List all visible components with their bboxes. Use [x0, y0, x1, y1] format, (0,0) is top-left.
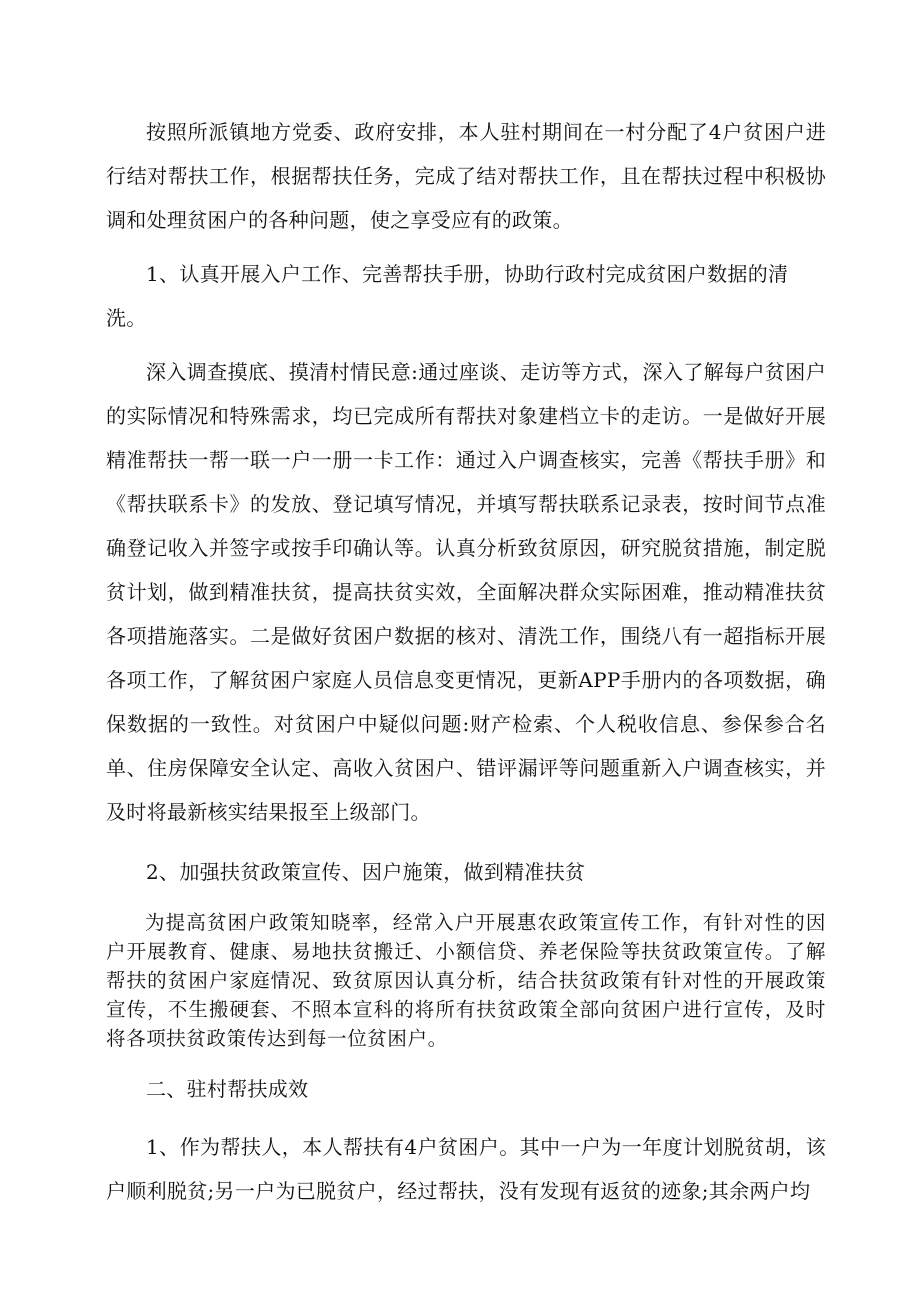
document-page: [106, 110, 826, 1213]
paragraph-intro: 按照所派镇地方党委、政府安排，本人驻村期间在一村分配了4户贫困户进行结对帮扶工作，根据帮扶任务，完成了结对帮扶工作，且在帮扶过程中积极协调和处理贫困户的各种问题，使之享受应有的政策。: [106, 120, 826, 232]
paragraph-results-1: 1、作为帮扶人，本人帮扶有4户贫困户。其中一户为一年度计划脱贫胡，该户顺利脱贫;另一户为已脱贫户，经过帮扶，没有发现有返贫的迹象;其余两户均: [106, 1135, 826, 1203]
paragraph-policy-publicity: 为提高贫困户政策知晓率，经常入户开展惠农政策宣传工作，有针对性的因户开展教育、健康、易地扶贫搬迁、小额信贷、养老保险等扶贫政策宣传。了解帮扶的贫困户家庭情况、致贫原因认真分析，结合扶贫政策有针对性的开展政策宣传，不生搬硬套、不照本宣科的将所有扶贫政策全部向贫困户进行宣传，及时将各项扶贫政策传达到每一位贫困户。: [106, 911, 826, 1050]
section-heading-results: 二、驻村帮扶成效: [146, 1077, 309, 1101]
paragraph-investigation: 深入调查摸底、摸清村情民意:通过座谈、走访等方式，深入了解每户贫困户的实际情况和特殊需求，均已完成所有帮扶对象建档立卡的走访。一是做好开展精准帮扶一帮一联一户一册一卡工作：通过入户调查核实，完善《帮扶手册》和《帮扶联系卡》的发放、登记填写情况，并填写帮扶联系记录表，按时间节点准确登记收入并签字或按手印确认等。认真分析致贫原因，研究脱贫措施，制定脱贫计划，做到精准扶贫，提高扶贫实效，全面解决群众实际困难，推动精准扶贫各项措施落实。二是做好贫困户数据的核对、清洗工作，围绕八有一超指标开展各项工作，了解贫困户家庭人员信息变更情况，更新APP手册内的各项数据，确保数据的一致性。对贫困户中疑似问题:财产检索、个人税收信息、参保参合名单、住房保障安全认定、高收入贫困户、错评漏评等问题重新入户调查核实，并及时将最新核实结果报至上级部门。: [106, 360, 826, 824]
section-item-2: 2、加强扶贫政策宣传、因户施策，做到精准扶贫: [146, 860, 586, 884]
section-item-1: 1、认真开展入户工作、完善帮扶手册，协助行政村完成贫困户数据的清洗。: [106, 262, 789, 330]
